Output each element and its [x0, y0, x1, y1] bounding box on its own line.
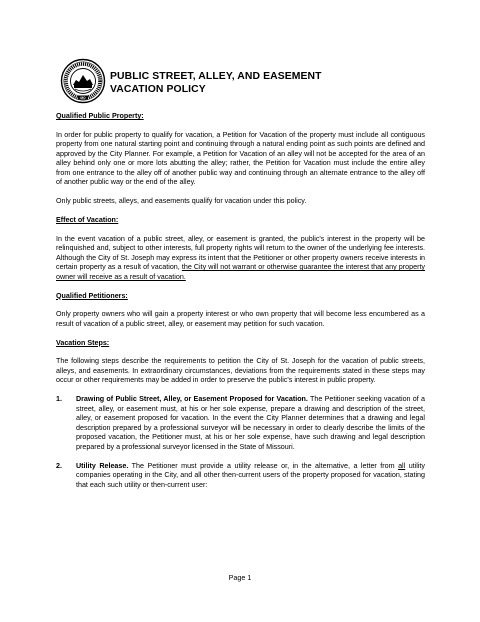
- city-seal-icon: [60, 58, 106, 104]
- step-text-continued: utility companies operating in the City, and all other then-current users of the property proposed for vacation, stating that each such utility or then-current user:: [76, 461, 425, 489]
- step-text: The Petitioner seeking vacation of a street, alley, or easement must, at his or her sole expense, prepare a drawing and description of the street, alley, or easement proposed for vacation. In the event the City Planner determines that a drawing and legal description prepared by a professional surveyor will be necessary in order to clearly describe the limits of the proposed vacation, the Petitioner must, at his or her sole expense, have such drawing and legal description prepared by a professional surveyor licensed in the State of Missouri.: [76, 395, 425, 451]
- step-number: 2.: [56, 461, 62, 470]
- paragraph-effect-of-vacation: [56, 235, 425, 283]
- list-item: [56, 395, 425, 452]
- paragraph-qualified-property-2: Only public streets, alleys, and easements qualify for vacation under this policy.: [56, 197, 307, 205]
- heading-qualified-property: Qualified Public Property:: [56, 112, 144, 120]
- svg-text:MO: MO: [80, 95, 86, 100]
- heading-qualified-petitioners: Qualified Petitioners:: [56, 291, 128, 300]
- title-line-1: PUBLIC STREET, ALLEY, AND EASEMENT: [110, 71, 322, 82]
- list-item: [56, 462, 425, 491]
- effect-underlined-text: the City will not warrant or otherwise guarantee the interest that any property owner will receive as a result of vacation.: [56, 263, 425, 281]
- heading-vacation-steps: Vacation Steps:: [56, 338, 110, 347]
- document-header: [60, 58, 440, 106]
- paragraph-qualified-property-1: In order for public property to qualify for vacation, a Petition for Vacation of the property must include all contiguous property from one natural starting point and continuing through a natural ending point as such points are defined and approved by the City Planner. For example, a Petition for Vacation of an alley will not be accepted for the area of an alley behind only one or more lots abutting the alley; rather, the Petition for Vacation must include the entire alley from one entrance to the alley off of another public way and continuing through an alternate entrance to the alley off of another public way or the end of the alley.: [56, 130, 425, 186]
- heading-effect-of-vacation: Effect of Vacation:: [56, 216, 119, 224]
- step-lead: Utility Release.: [76, 461, 129, 470]
- paragraph-qualified-petitioners: Only property owners who will gain a property interest or who own property that will become less encumbered as a result of vacation of a public street, alley, or easement may petition for such vacation.: [56, 310, 425, 328]
- step-lead: Drawing of Public Street, Alley, or Easement Proposed for Vacation.: [76, 395, 308, 403]
- step-underlined-text: all: [398, 461, 406, 470]
- page-title: [110, 70, 322, 96]
- vacation-steps-list: [56, 395, 425, 490]
- paragraph-vacation-steps-intro: The following steps describe the requirements to petition the City of St. Joseph for the vacation of public streets, alleys, and easements. In extraordinary circumstances, deviations from the requirements stated in these steps may occur or other requirements may be added in order to preserve the public's interest in public property.: [56, 357, 425, 384]
- effect-text: In the event vacation of a public street, alley, or easement is granted, the public's interest in the property will be relinquished and, subject to other interests, full property rights will return to the owner of the underlying fee interests. Although the City of St. Joseph may express its intent that the Petitioner or other property owners receive interests in certain property as a result of vacation,: [56, 234, 425, 271]
- title-line-2: VACATION POLICY: [110, 84, 206, 95]
- step-number: 1.: [56, 395, 62, 403]
- page-number: Page 1: [228, 573, 252, 582]
- step-text: The Petitioner must provide a utility release or, in the alternative, a letter from: [128, 461, 399, 470]
- document-body: [56, 112, 425, 500]
